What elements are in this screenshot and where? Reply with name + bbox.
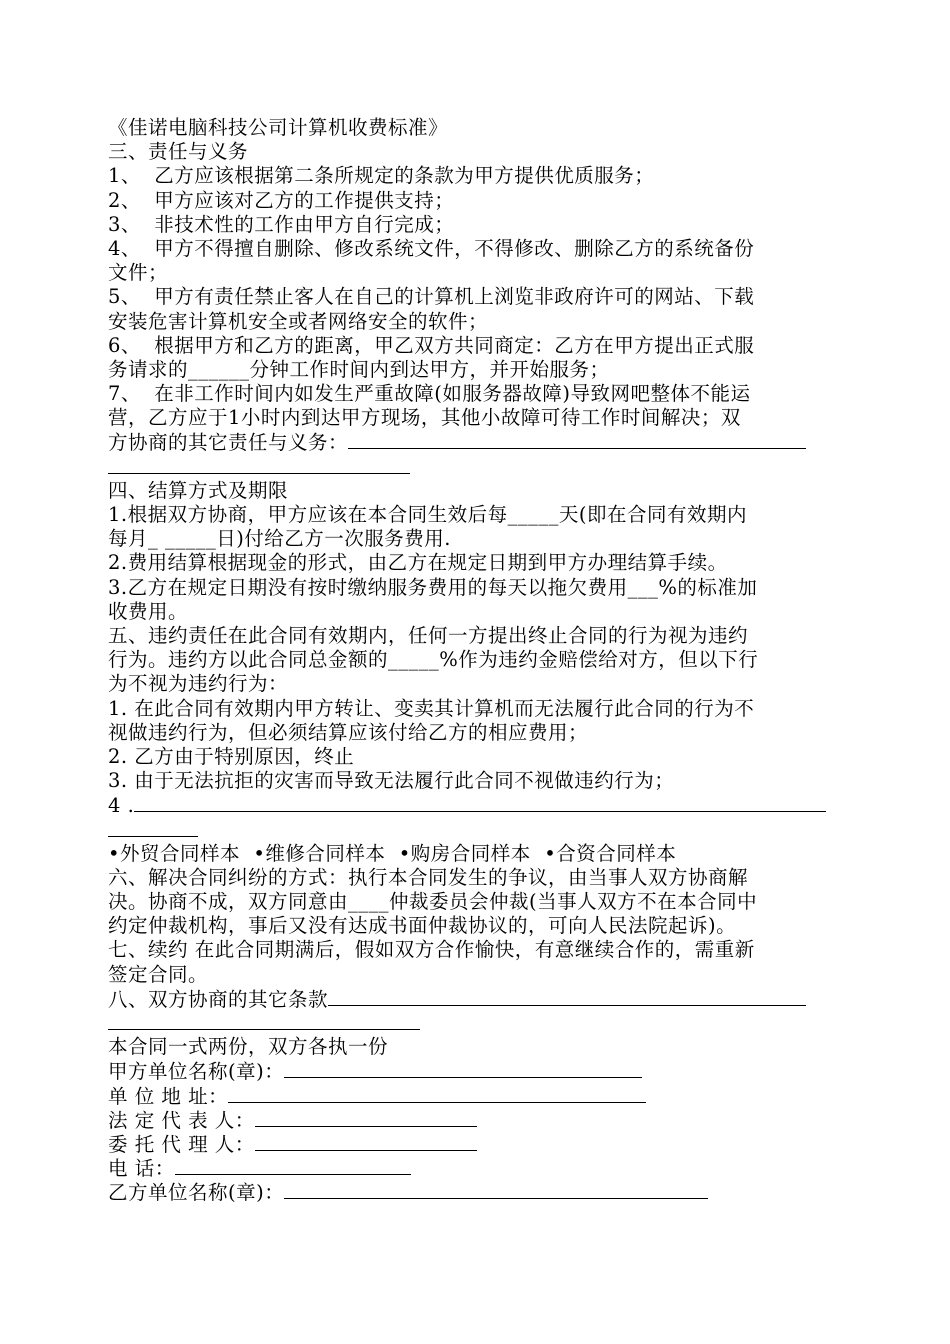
other-duties-line (108, 430, 843, 454)
party-b-name-line (108, 1180, 843, 1204)
phone-label: 电 话： (108, 1157, 175, 1181)
clause-4-2: 2.费用结算根据现金的形式，由乙方在规定日期到甲方办理结算手续。 (108, 551, 728, 575)
legal-rep-label: 法 定 代 表 人： (108, 1108, 255, 1132)
agent-line (108, 1132, 843, 1156)
phone-line (108, 1156, 843, 1180)
clause-4-3: 3.乙方在规定日期没有按时缴纳服务费用的每天以拖欠费用___%的标准加 (108, 575, 758, 599)
legal-rep-blank (255, 1108, 477, 1127)
legal-rep-line (108, 1108, 843, 1132)
clause-3-5-cont: 安装危害计算机安全或者网络安全的软件； (108, 309, 489, 333)
section-6-cont-2: 约定仲裁机构，事后又没有达成书面仲裁协议的，可向人民法院起诉)。 (108, 914, 737, 938)
phone-blank (175, 1156, 411, 1175)
agent-label: 委 托 代 理 人： (108, 1132, 255, 1156)
party-a-name-label: 甲方单位名称(章)： (108, 1060, 285, 1084)
clause-5-4-continuation (108, 817, 843, 841)
section-7-cont: 签定合同。 (108, 962, 209, 986)
clause-5-4-continuation-rule (108, 836, 198, 837)
section-8-continuation-rule (108, 1029, 420, 1030)
section-8-blank (328, 987, 806, 1006)
other-duties-label: 方协商的其它责任与义务： (108, 431, 349, 455)
party-a-name-line (108, 1059, 843, 1083)
section-8-line (108, 987, 843, 1011)
clause-4-1: 1.根据双方协商，甲方应该在本合同生效后每_____天(即在合同有效期内 (108, 503, 747, 526)
contract-page (108, 116, 843, 1204)
party-b-name-blank (284, 1180, 708, 1199)
clause-5-3: 3. 由于无法抗拒的灾害而导致无法履行此合同不视做违约行为； (108, 769, 675, 793)
section-8-label: 八、双方协商的其它条款 (108, 987, 329, 1011)
clause-4-1-cont: 每月_ _____日)付给乙方一次服务费用. (108, 527, 452, 551)
party-a-name-blank (284, 1059, 642, 1078)
clause-4-3-cont: 收费用。 (108, 599, 189, 623)
clause-3-3: 3、 非技术性的工作由甲方自行完成； (108, 212, 455, 236)
clause-3-4: 4、 甲方不得擅自删除、修改系统文件，不得修改、删除乙方的系统备份 (108, 236, 755, 260)
section-7-heading: 七、续约 在此合同期满后，假如双方合作愉快，有意继续合作的，需重新 (108, 938, 755, 962)
clause-3-1: 1、 乙方应该根据第二条所规定的条款为甲方提供优质服务； (108, 164, 655, 188)
clause-3-7: 7、 在非工作时间内如发生严重故障(如服务器故障)导致网吧整体不能运 (108, 382, 751, 406)
clause-5-4-line (108, 793, 843, 817)
other-duties-continuation (108, 455, 843, 479)
other-duties-continuation-rule (108, 473, 410, 474)
section-6-cont-1: 决。协商不成，双方同意由____仲裁委员会仲裁(当事人双方不在本合同中 (108, 890, 758, 913)
section-8-continuation (108, 1011, 843, 1035)
address-label: 单 位 地 址： (108, 1084, 229, 1108)
clause-5-4-label: 4 . (108, 794, 135, 818)
clause-3-5: 5、 甲方有责任禁止客人在自己的计算机上浏览非政府许可的网站、下载 (108, 285, 755, 309)
clause-3-4-cont: 文件； (108, 261, 169, 285)
section-5-cont-2: 为不视为违约行为： (108, 672, 289, 696)
party-b-name-label: 乙方单位名称(章)： (108, 1181, 285, 1205)
other-duties-blank (348, 430, 806, 449)
section-5-heading: 五、违约责任在此合同有效期内，任何一方提出终止合同的行为视为违约 (108, 623, 749, 647)
address-line (108, 1084, 843, 1108)
copies-statement: 本合同一式两份，双方各执一份 (108, 1035, 389, 1059)
clause-5-4-blank (134, 793, 826, 812)
section-5-cont-1: 行为。违约方以此合同总金额的_____%作为违约金赔偿给对方，但以下行 (108, 648, 759, 672)
clause-3-7-cont: 营，乙方应于1小时内到达甲方现场，其他小故障可待工作时间解决；双 (108, 406, 741, 430)
address-blank (228, 1084, 646, 1103)
clause-5-1: 1. 在此合同有效期内甲方转让、变卖其计算机而无法履行此合同的行为不 (108, 696, 755, 720)
section-4-heading: 四、结算方式及期限 (108, 478, 289, 502)
clause-5-2: 2. 乙方由于特别原因，终止 (108, 744, 355, 768)
section-6-heading: 六、解决合同纠纷的方式：执行本合同发生的争议，由当事人双方协商解 (108, 865, 749, 889)
agent-blank (255, 1132, 477, 1151)
clause-3-6: 6、 根据甲方和乙方的距离，甲乙双方共同商定：乙方在甲方提出正式服 (108, 333, 755, 357)
related-templates-links[interactable]: •外贸合同样本 •维修合同样本 •购房合同样本 •合资合同样本 (108, 841, 677, 865)
clause-3-6-cont: 务请求的______分钟工作时间内到达甲方，并开始服务； (108, 357, 610, 381)
clause-3-2: 2、 甲方应该对乙方的工作提供支持； (108, 188, 455, 212)
clause-5-1-cont: 视做违约行为，但必须结算应该付给乙方的相应费用； (108, 720, 589, 744)
reference-title: 《佳诺电脑科技公司计算机收费标准》 (108, 116, 449, 139)
section-3-heading: 三、责任与义务 (108, 140, 249, 164)
